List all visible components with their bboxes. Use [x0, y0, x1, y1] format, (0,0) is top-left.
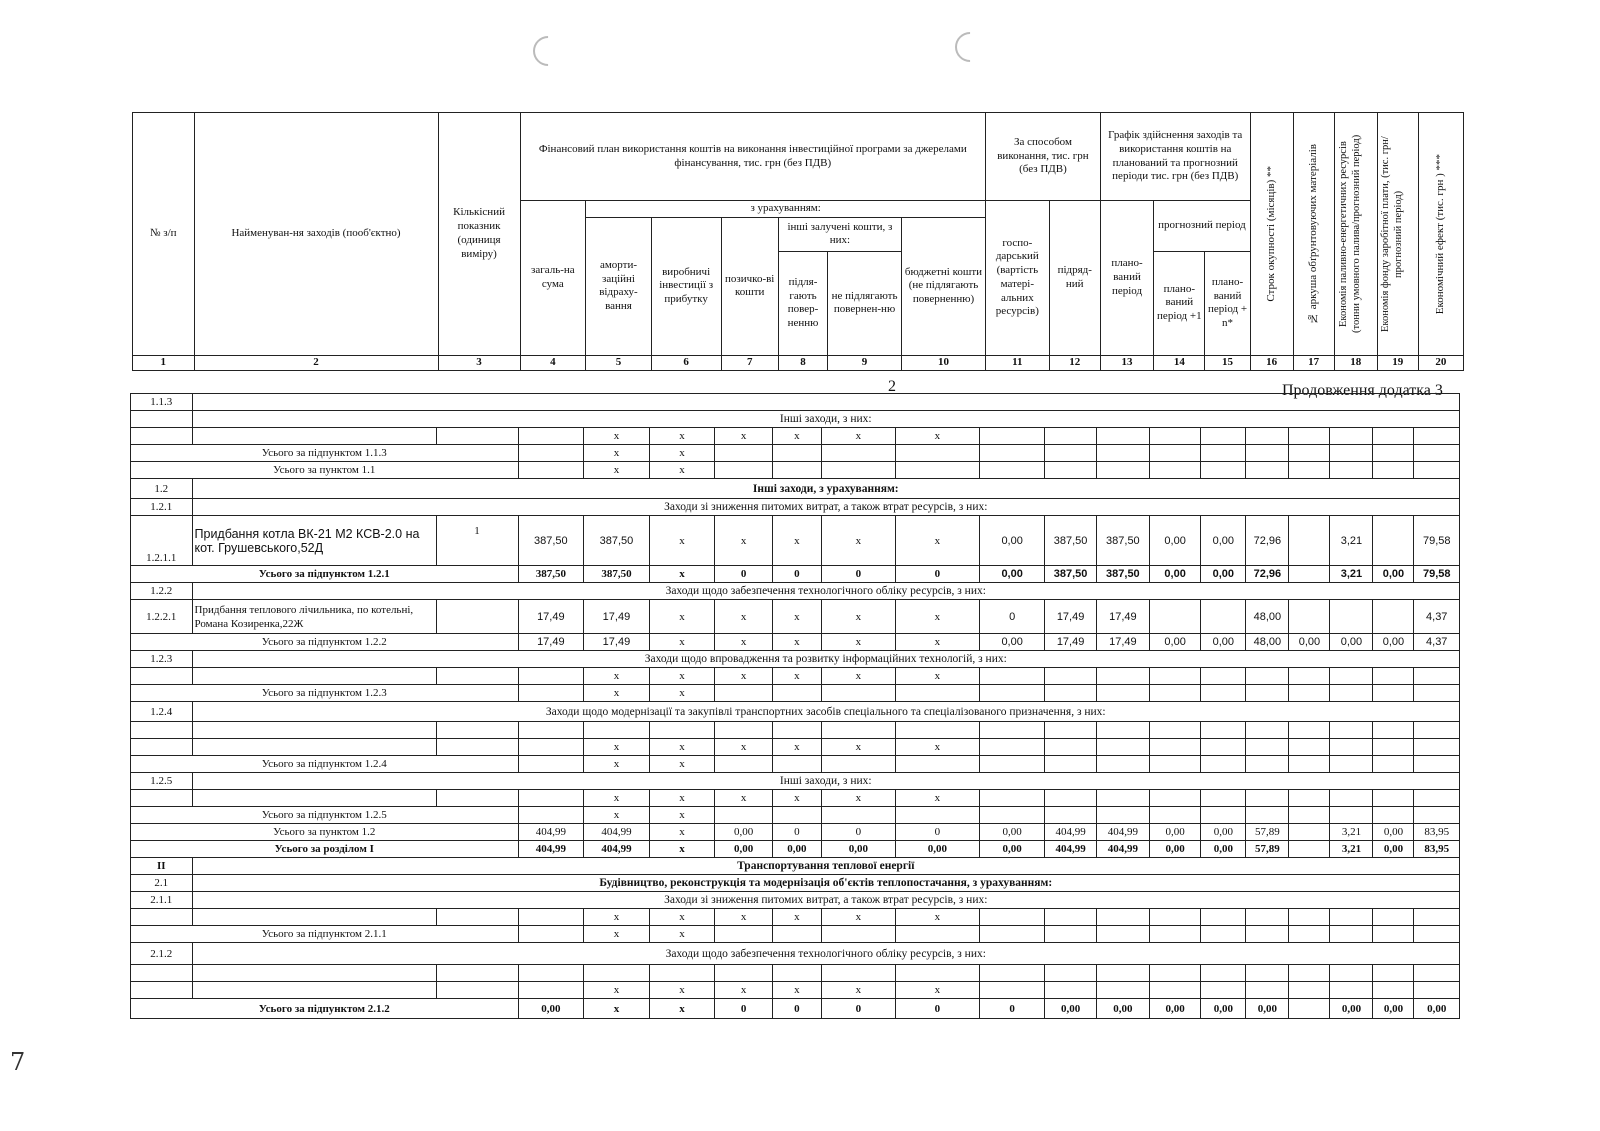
row-number: 1.2: [131, 479, 193, 499]
x-cell: x: [821, 516, 895, 566]
hdr-num: 8: [778, 355, 827, 370]
value-cell: 17,49: [584, 600, 650, 634]
x-cell: x: [649, 841, 715, 858]
value-cell: 0: [772, 824, 821, 841]
x-cell: x: [895, 739, 979, 756]
section-title: Заходи зі зниження питомих витрат, а також втрат ресурсів, з них:: [192, 892, 1459, 909]
x-cell: x: [584, 668, 650, 685]
subtotal-label: Усього за пунктом 1.2: [131, 824, 519, 841]
row-number: II: [131, 858, 193, 875]
x-cell: x: [584, 999, 650, 1019]
value-cell: 48,00: [1246, 600, 1289, 634]
punch-hole-right: [949, 26, 991, 68]
subtotal-row: [131, 807, 1460, 824]
x-cell: x: [715, 790, 772, 807]
x-cell: x: [584, 428, 650, 445]
hdr-schedule: Графік здійснення заходів та використання коштів на планований та прогнозний періоди тис. грн (без ПДВ): [1100, 113, 1250, 201]
value-cell: 0,00: [518, 999, 584, 1019]
table-row: [131, 668, 1460, 685]
hdr-amort: аморти-заційні відраху-вання: [586, 217, 652, 355]
value-cell: 0: [979, 999, 1045, 1019]
x-cell: x: [649, 668, 715, 685]
x-cell: x: [715, 739, 772, 756]
hdr-num: 7: [721, 355, 778, 370]
value-cell: 0,00: [715, 841, 772, 858]
hdr-no: № з/п: [133, 113, 195, 356]
subtotal-row: [131, 999, 1460, 1019]
x-cell: x: [715, 600, 772, 634]
value-cell: 404,99: [1096, 841, 1149, 858]
x-cell: x: [772, 600, 821, 634]
x-cell: x: [649, 685, 715, 702]
x-cell: x: [584, 926, 650, 943]
value-cell: 404,99: [584, 841, 650, 858]
section-row: [131, 858, 1460, 875]
section-title: Заходи зі зниження питомих витрат, а також втрат ресурсів, з них:: [192, 499, 1459, 516]
x-cell: x: [895, 600, 979, 634]
value-cell: 0: [821, 566, 895, 583]
hdr-num: 18: [1334, 355, 1377, 370]
value-cell: 0,00: [979, 516, 1045, 566]
value-cell: 387,50: [518, 566, 584, 583]
x-cell: x: [715, 909, 772, 926]
empty-cell: [436, 428, 518, 445]
subtotal-row: [131, 685, 1460, 702]
value-cell: 0,00: [1201, 566, 1246, 583]
x-cell: x: [584, 807, 650, 824]
value-cell: 387,50: [1096, 516, 1149, 566]
row-number: 2.1.1: [131, 892, 193, 909]
x-cell: x: [715, 428, 772, 445]
hdr-economic: госпо-дарський (вартість матері-альних ресурсів): [986, 201, 1050, 356]
value-cell: 0,00: [1201, 999, 1246, 1019]
x-cell: x: [649, 982, 715, 999]
value-cell: 404,99: [1045, 824, 1096, 841]
value-cell: 0,00: [1150, 841, 1201, 858]
value-cell: 0,00: [1201, 824, 1246, 841]
value-cell: 17,49: [584, 634, 650, 651]
section-row: [131, 892, 1460, 909]
x-cell: x: [821, 739, 895, 756]
value-cell: 0,00: [1373, 999, 1414, 1019]
table-row: [131, 790, 1460, 807]
subtotal-row: [131, 926, 1460, 943]
continuation-label: Продовження додатка 3: [1282, 382, 1443, 399]
section-title: Заходи щодо впровадження та розвитку інформаційних технологій, з них:: [192, 651, 1459, 668]
x-cell: x: [649, 600, 715, 634]
section-title: Інші заходи, з них:: [192, 773, 1459, 790]
subtotal-row: [131, 824, 1460, 841]
x-cell: x: [821, 428, 895, 445]
hdr-name: Найменуван-ня заходів (пооб'єктно): [194, 113, 438, 356]
item-name: Придбання теплового лічильника, по котельні, Романа Козиренка,22Ж: [192, 600, 436, 634]
x-cell: x: [895, 516, 979, 566]
hdr-num: 12: [1049, 355, 1100, 370]
value-cell: 387,50: [1045, 566, 1096, 583]
subtotal-label: Усього за підпунктом 2.1.2: [131, 999, 519, 1019]
subtotal-row: [131, 445, 1460, 462]
value-cell: 3,21: [1330, 841, 1373, 858]
table-row: [131, 411, 1460, 428]
table-row: [131, 516, 1460, 566]
x-cell: x: [584, 982, 650, 999]
value-cell: 0,00: [772, 841, 821, 858]
x-cell: x: [715, 516, 772, 566]
table-row: [131, 722, 1460, 739]
hdr-loans: позичко-ві кошти: [721, 217, 778, 355]
value-cell: 72,96: [1246, 566, 1289, 583]
value-cell: 0,00: [1414, 999, 1460, 1019]
value-cell: 57,89: [1246, 824, 1289, 841]
x-cell: x: [821, 668, 895, 685]
value-cell: 17,49: [1096, 634, 1149, 651]
value-cell: 404,99: [584, 824, 650, 841]
value-cell: 3,21: [1330, 516, 1373, 566]
value-cell: 0,00: [979, 824, 1045, 841]
value-cell: 0,00: [1289, 634, 1330, 651]
hdr-contract: підряд-ний: [1049, 201, 1100, 356]
section-row: [131, 702, 1460, 722]
hdr-num: 16: [1250, 355, 1293, 370]
subtotal-label: Усього за підпунктом 1.2.1: [131, 566, 519, 583]
value-cell: 0,00: [1096, 999, 1149, 1019]
x-cell: x: [772, 790, 821, 807]
value-cell: 48,00: [1246, 634, 1289, 651]
value-cell: 0,00: [715, 824, 772, 841]
section-title: Будівництво, реконструкція та модернізація об'єктів теплопостачання, з урахуванням:: [192, 875, 1459, 892]
hdr-returnable: підля-гають повер-ненню: [778, 251, 827, 355]
section-row: [131, 943, 1460, 965]
value-cell: 3,21: [1330, 824, 1373, 841]
section-row: [131, 479, 1460, 499]
value-cell: 0,00: [1150, 566, 1201, 583]
total-cell: 387,50: [518, 516, 584, 566]
x-cell: x: [821, 909, 895, 926]
value-cell: 0: [979, 600, 1045, 634]
x-cell: x: [649, 926, 715, 943]
x-cell: x: [772, 909, 821, 926]
row-number: 1.2.2.1: [131, 600, 193, 634]
hdr-planned-1: плано-ваний період +1: [1154, 251, 1205, 355]
row-number: 2.1: [131, 875, 193, 892]
value-cell: 0,00: [979, 634, 1045, 651]
x-cell: x: [772, 668, 821, 685]
hdr-num: 4: [520, 355, 586, 370]
value-cell: 0: [772, 999, 821, 1019]
x-cell: x: [649, 756, 715, 773]
value-cell: 0,00: [1373, 634, 1414, 651]
section-row: [131, 499, 1460, 516]
x-cell: x: [715, 634, 772, 651]
section-title: Заходи щодо забезпечення технологічного обліку ресурсів, з них:: [192, 943, 1459, 965]
hdr-num: 15: [1205, 355, 1250, 370]
value-cell: 17,49: [1045, 600, 1096, 634]
x-cell: x: [649, 462, 715, 479]
x-cell: x: [821, 790, 895, 807]
hdr-num: 6: [651, 355, 721, 370]
hdr-num: 3: [438, 355, 520, 370]
x-cell: x: [895, 790, 979, 807]
value-cell: 17,49: [518, 634, 584, 651]
row-number: 1.2.3: [131, 651, 193, 668]
hdr-num: 20: [1418, 355, 1463, 370]
subtotal-label: Усього за підпунктом 1.2.4: [131, 756, 519, 773]
value-cell: 4,37: [1414, 600, 1460, 634]
value-cell: 0,00: [1330, 634, 1373, 651]
hdr-num: 14: [1154, 355, 1205, 370]
value-cell: 3,21: [1330, 566, 1373, 583]
x-cell: x: [649, 824, 715, 841]
hdr-planned: плано-ваний період: [1100, 201, 1153, 356]
punch-hole-left: [527, 30, 569, 72]
x-cell: x: [649, 790, 715, 807]
section-row: [131, 394, 1460, 411]
value-cell: 0,00: [1201, 634, 1246, 651]
section-title: Заходи щодо модернізації та закупівлі транспортних засобів спеціального та спеціалізованого призначення, з них:: [192, 702, 1459, 722]
value-cell: 0,00: [1201, 516, 1246, 566]
value-cell: 17,49: [1045, 634, 1096, 651]
x-cell: x: [649, 999, 715, 1019]
section-row: [131, 583, 1460, 600]
section-title: Інші заходи, з них:: [192, 411, 1459, 428]
value-cell: 0,00: [1150, 999, 1201, 1019]
hdr-num: 10: [901, 355, 985, 370]
value-cell: 0: [895, 999, 979, 1019]
table-row: [131, 739, 1460, 756]
value-cell: 0,00: [1373, 824, 1414, 841]
value-cell: 0: [821, 999, 895, 1019]
x-cell: x: [895, 634, 979, 651]
section-title: [192, 394, 1459, 411]
value-cell: 4,37: [1414, 634, 1460, 651]
hdr-prod-inv: виробничі інвестиції з прибутку: [651, 217, 721, 355]
section-row: [131, 773, 1460, 790]
x-cell: x: [649, 516, 715, 566]
value-cell: 0,00: [1045, 999, 1096, 1019]
hdr-num: 19: [1377, 355, 1418, 370]
value-cell: 57,89: [1246, 841, 1289, 858]
hdr-econ-effect: Економічний ефект (тис. грн ) ***: [1418, 113, 1463, 356]
empty-cell: [131, 428, 193, 445]
value-cell: 79,58: [1414, 566, 1460, 583]
hdr-wage-econ: Економія фонду заробітної плати, (тис. грн/прогнозний період): [1377, 113, 1418, 356]
empty-cell: [192, 428, 436, 445]
x-cell: x: [649, 445, 715, 462]
subtotal-label: Усього за пунктом 1.1: [131, 462, 519, 479]
section-row: [131, 875, 1460, 892]
header-table: [132, 112, 1464, 371]
hdr-num: 5: [586, 355, 652, 370]
x-cell: x: [772, 516, 821, 566]
x-cell: x: [895, 909, 979, 926]
row-number: 1.2.2: [131, 583, 193, 600]
amort-cell: 387,50: [584, 516, 650, 566]
subtotal-row: [131, 566, 1460, 583]
value-cell: 404,99: [518, 824, 584, 841]
subtotal-label: Усього за підпунктом 1.2.2: [131, 634, 519, 651]
hdr-num: 17: [1293, 355, 1334, 370]
subtotal-row: [131, 462, 1460, 479]
hdr-budget: бюджетні кошти (не підлягають поверненню): [901, 217, 985, 355]
value-cell: 387,50: [1096, 566, 1149, 583]
value-cell: 387,50: [584, 566, 650, 583]
row-number: 1.2.5: [131, 773, 193, 790]
value-cell: 72,96: [1246, 516, 1289, 566]
x-cell: x: [895, 428, 979, 445]
x-cell: x: [584, 685, 650, 702]
value-cell: 0: [895, 824, 979, 841]
value-cell: 387,50: [1045, 516, 1096, 566]
hdr-qty: Кількісний показник (одиниця виміру): [438, 113, 520, 356]
value-cell: 0,00: [1373, 566, 1414, 583]
page-number: 2: [888, 378, 896, 395]
value-cell: 0,00: [1373, 841, 1414, 858]
handwritten-mark: 7: [10, 1048, 26, 1076]
value-cell: 404,99: [1045, 841, 1096, 858]
x-cell: x: [649, 428, 715, 445]
row-number: 1.2.1.1: [131, 516, 193, 566]
body-table: [130, 393, 1460, 1019]
hdr-num: 13: [1100, 355, 1153, 370]
x-cell: x: [584, 790, 650, 807]
value-cell: 0,00: [1150, 824, 1201, 841]
x-cell: x: [584, 462, 650, 479]
x-cell: x: [584, 445, 650, 462]
x-cell: x: [895, 668, 979, 685]
value-cell: 0,00: [895, 841, 979, 858]
table-row: [131, 982, 1460, 999]
table-row: [131, 428, 1460, 445]
x-cell: x: [584, 739, 650, 756]
hdr-other-attracted: інші залучені кошти, з них:: [778, 217, 901, 251]
table-row: [131, 965, 1460, 982]
x-cell: x: [895, 982, 979, 999]
hdr-fin-plan: Фінансовий план використання коштів на виконання інвестиційної програми за джерелами фінансування, тис. грн (без ПДВ): [520, 113, 985, 201]
value-cell: 17,49: [518, 600, 584, 634]
x-cell: x: [715, 668, 772, 685]
hdr-payback: Строк окупності (місяців) **: [1250, 113, 1293, 356]
x-cell: x: [649, 566, 715, 583]
x-cell: x: [584, 756, 650, 773]
value-cell: 0,00: [1150, 516, 1201, 566]
section-row: [131, 651, 1460, 668]
hdr-planned-n: плано-ваний період + n*: [1205, 251, 1250, 355]
hdr-by-method: За способом виконання, тис. грн (без ПДВ): [986, 113, 1101, 201]
x-cell: x: [772, 428, 821, 445]
value-cell: 0: [895, 566, 979, 583]
value-cell: 0,00: [1246, 999, 1289, 1019]
value-cell: 0: [715, 566, 772, 583]
x-cell: x: [821, 634, 895, 651]
subtotal-label: Усього за підпунктом 1.2.3: [131, 685, 519, 702]
value-cell: 0,00: [821, 841, 895, 858]
value-cell: 83,95: [1414, 824, 1460, 841]
x-cell: x: [649, 634, 715, 651]
value-cell: 0: [715, 999, 772, 1019]
row-number: 2.1.2: [131, 943, 193, 965]
value-cell: 0,00: [1150, 634, 1201, 651]
x-cell: x: [715, 982, 772, 999]
x-cell: x: [821, 600, 895, 634]
row-number: 1.2.1: [131, 499, 193, 516]
x-cell: x: [772, 982, 821, 999]
x-cell: x: [821, 982, 895, 999]
subtotal-label: Усього за підпунктом 2.1.1: [131, 926, 519, 943]
qty-cell: 1: [436, 516, 518, 566]
hdr-fuel-econ: Економія паливно-енергетичних ресурсів (тонни умовного палива/прогнозний період): [1334, 113, 1377, 356]
hdr-num: 9: [828, 355, 902, 370]
hdr-incl: з урахуванням:: [586, 201, 986, 218]
value-cell: 83,95: [1414, 841, 1460, 858]
value-cell: 0,00: [1201, 841, 1246, 858]
section-title: Транспортування теплової енергії: [192, 858, 1459, 875]
subtotal-row: [131, 756, 1460, 773]
hdr-num: 1: [133, 355, 195, 370]
subtotal-row: [131, 634, 1460, 651]
empty-cell: [518, 428, 584, 445]
value-cell: 0: [772, 566, 821, 583]
hdr-forecast: прогнозний період: [1154, 201, 1250, 252]
hdr-total: загаль-на сума: [520, 201, 586, 356]
hdr-num: 11: [986, 355, 1050, 370]
table-row: [131, 909, 1460, 926]
row-number: 1.2.4: [131, 702, 193, 722]
section-title: Заходи щодо забезпечення технологічного обліку ресурсів, з них:: [192, 583, 1459, 600]
x-cell: x: [649, 739, 715, 756]
x-cell: x: [584, 909, 650, 926]
value-cell: 404,99: [518, 841, 584, 858]
item-name: Придбання котла ВК-21 М2 КСВ-2.0 на кот. Грушевського,52Д: [192, 516, 436, 566]
subtotal-label: Усього за розділом I: [131, 841, 519, 858]
section-title: Інші заходи, з урахуванням:: [192, 479, 1459, 499]
value-cell: 79,58: [1414, 516, 1460, 566]
value-cell: 17,49: [1096, 600, 1149, 634]
x-cell: x: [649, 909, 715, 926]
hdr-number-row: [133, 355, 1464, 370]
x-cell: x: [649, 807, 715, 824]
empty-cell: [131, 411, 193, 428]
x-cell: x: [772, 739, 821, 756]
subtotal-row: [131, 841, 1460, 858]
value-cell: 0,00: [1330, 999, 1373, 1019]
value-cell: 0,00: [979, 566, 1045, 583]
hdr-sheet: № аркуша обґрунтовуючих матеріалів: [1293, 113, 1334, 356]
value-cell: 0,00: [979, 841, 1045, 858]
subtotal-label: Усього за підпунктом 1.2.5: [131, 807, 519, 824]
subtotal-label: Усього за підпунктом 1.1.3: [131, 445, 519, 462]
hdr-non-returnable: не підлягають повернен-ню: [828, 251, 902, 355]
hdr-num: 2: [194, 355, 438, 370]
x-cell: x: [772, 634, 821, 651]
table-row: [131, 600, 1460, 634]
value-cell: 404,99: [1096, 824, 1149, 841]
row-number: 1.1.3: [131, 394, 193, 411]
value-cell: 0: [821, 824, 895, 841]
